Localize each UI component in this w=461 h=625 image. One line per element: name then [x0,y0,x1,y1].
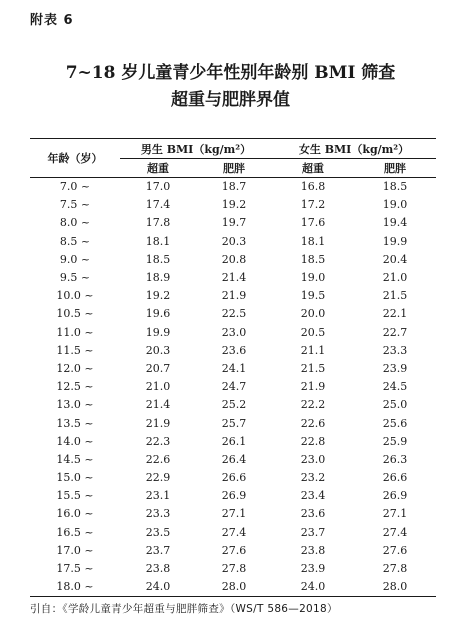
table-row [30,469,436,487]
age-cell: 7.5 ~ [59,198,91,212]
male-obesity-cell: 26.1 [221,434,247,448]
male-obesity-cell: 28.0 [196,578,272,597]
female-overweight-cell: 21.9 [300,380,326,394]
female-obesity-cell: 23.3 [382,343,408,357]
female-overweight-cell: 19.5 [300,289,326,303]
table-row [30,287,436,305]
female-overweight-cell: 23.9 [300,562,326,576]
male-obesity-cell: 23.6 [221,343,247,357]
table-row [30,233,436,251]
male-overweight-cell: 21.0 [145,380,171,394]
table-row [30,505,436,523]
table-row [30,305,436,323]
female-overweight-cell: 20.5 [300,325,326,339]
table-row [30,433,436,451]
table-row [30,214,436,232]
female-overweight-cell: 16.8 [300,180,326,194]
page-title: 7~18 岁儿童青少年性别年龄别 BMI 筛查 [65,63,396,83]
male-overweight-cell: 21.9 [145,416,171,430]
table-row [30,487,436,505]
female-obesity-cell: 27.6 [382,543,408,557]
age-cell: 9.5 ~ [59,271,91,285]
female-bmi-header: 女生 BMI（kg/m²） [272,139,436,159]
table-row [30,542,436,560]
female-obesity-cell: 26.3 [382,452,408,466]
age-cell: 13.0 ~ [56,398,94,412]
female-obesity-cell: 27.1 [382,507,408,521]
female-obesity-cell: 26.6 [382,471,408,485]
male-obesity-cell: 21.9 [221,289,247,303]
page-subtitle: 超重与肥胖界值 [171,90,290,110]
female-obesity-cell: 27.8 [382,562,408,576]
male-overweight-header: 超重 [120,159,196,178]
male-overweight-cell: 19.2 [145,289,171,303]
male-obesity-cell: 21.4 [221,271,247,285]
female-obesity-cell: 27.4 [382,525,408,539]
female-obesity-cell: 25.6 [382,416,408,430]
table-row [30,360,436,378]
male-overweight-cell: 18.5 [145,252,171,266]
age-cell: 14.0 ~ [56,434,94,448]
male-obesity-cell: 19.7 [221,216,247,230]
age-cell: 17.0 ~ [56,543,94,557]
female-overweight-cell: 23.0 [300,452,326,466]
male-obesity-cell: 24.1 [221,361,247,375]
table-row [30,560,436,578]
male-overweight-cell: 17.0 [145,180,171,194]
age-cell: 18.0 ~ [30,578,120,597]
male-obesity-cell: 22.5 [221,307,247,321]
age-cell: 11.0 ~ [56,325,94,339]
male-obesity-cell: 26.6 [221,471,247,485]
table-row [30,342,436,360]
female-overweight-cell: 21.5 [300,361,326,375]
female-obesity-cell: 18.5 [382,180,408,194]
male-overweight-cell: 23.8 [145,562,171,576]
female-obesity-cell: 21.0 [382,271,408,285]
female-overweight-header: 超重 [272,159,354,178]
male-overweight-cell: 19.6 [145,307,171,321]
female-overweight-cell: 22.6 [300,416,326,430]
female-obesity-cell: 24.5 [382,380,408,394]
age-cell: 7.0 ~ [59,180,91,194]
age-cell: 15.0 ~ [56,471,94,485]
age-cell: 12.5 ~ [56,380,94,394]
male-obesity-cell: 27.6 [221,543,247,557]
age-cell: 13.5 ~ [56,416,94,430]
male-overweight-cell: 23.1 [145,489,171,503]
table-row [30,251,436,269]
male-overweight-cell: 21.4 [145,398,171,412]
male-obesity-cell: 23.0 [221,325,247,339]
male-overweight-cell: 23.5 [145,525,171,539]
male-overweight-cell: 19.9 [145,325,171,339]
female-obesity-cell: 26.9 [382,489,408,503]
male-overweight-cell: 20.7 [145,361,171,375]
male-overweight-cell: 23.3 [145,507,171,521]
table-row [30,324,436,342]
male-obesity-cell: 24.7 [221,380,247,394]
female-obesity-cell: 22.1 [382,307,408,321]
female-overweight-cell: 20.0 [300,307,326,321]
female-obesity-cell: 19.4 [382,216,408,230]
female-overweight-cell: 18.1 [300,234,326,248]
female-obesity-cell: 22.7 [382,325,408,339]
age-cell: 16.5 ~ [56,525,94,539]
male-obesity-cell: 27.1 [221,507,247,521]
table-row [30,178,436,197]
age-cell: 17.5 ~ [56,562,94,576]
female-overweight-cell: 22.8 [300,434,326,448]
female-overweight-cell: 22.2 [300,398,326,412]
age-cell: 12.0 ~ [56,361,94,375]
age-cell: 16.0 ~ [56,507,94,521]
female-overweight-cell: 23.2 [300,471,326,485]
female-overweight-cell: 18.5 [300,252,326,266]
male-obesity-cell: 26.4 [221,452,247,466]
male-obesity-cell: 20.8 [221,252,247,266]
age-cell: 9.0 ~ [59,252,91,266]
male-obesity-cell: 26.9 [221,489,247,503]
age-cell: 10.5 ~ [56,307,94,321]
male-bmi-header: 男生 BMI（kg/m²） [120,139,272,159]
male-overweight-cell: 17.8 [145,216,171,230]
age-column-header: 年龄（岁） [30,139,120,178]
male-overweight-cell: 17.4 [145,198,171,212]
table-row [30,414,436,432]
male-overweight-cell: 22.9 [145,471,171,485]
male-overweight-cell: 18.9 [145,271,171,285]
female-obesity-cell: 20.4 [382,252,408,266]
table-body [30,178,436,597]
male-obesity-cell: 18.7 [221,180,247,194]
male-overweight-cell: 24.0 [120,578,196,597]
age-cell: 8.5 ~ [59,234,91,248]
female-obesity-cell: 19.9 [382,234,408,248]
female-obesity-cell: 25.0 [382,398,408,412]
table-row [30,524,436,542]
male-obesity-cell: 27.8 [221,562,247,576]
female-obesity-cell: 19.0 [382,198,408,212]
male-obesity-cell: 25.2 [221,398,247,412]
table-row [30,396,436,414]
age-cell: 11.5 ~ [56,343,94,357]
table-row [30,451,436,469]
female-overweight-cell: 17.2 [300,198,326,212]
age-cell: 8.0 ~ [59,216,91,230]
female-obesity-cell: 25.9 [382,434,408,448]
source-citation: 引自：《学龄儿童青少年超重与肥胖筛查》（WS/T 586—2018） [30,603,338,615]
age-cell: 14.5 ~ [56,452,94,466]
male-obesity-header: 肥胖 [196,159,272,178]
female-overweight-cell: 24.0 [272,578,354,597]
male-obesity-cell: 25.7 [221,416,247,430]
male-overweight-cell: 22.3 [145,434,171,448]
table-row [30,269,436,287]
female-overweight-cell: 17.6 [300,216,326,230]
male-overweight-cell: 20.3 [145,343,171,357]
male-obesity-cell: 20.3 [221,234,247,248]
table-row [30,196,436,214]
bmi-cutoff-table [30,138,436,597]
female-overweight-cell: 23.8 [300,543,326,557]
female-obesity-cell: 28.0 [354,578,436,597]
female-overweight-cell: 23.7 [300,525,326,539]
age-cell: 15.5 ~ [56,489,94,503]
table-row [30,378,436,396]
table-row [30,578,436,597]
male-overweight-cell: 23.7 [145,543,171,557]
female-overweight-cell: 21.1 [300,343,326,357]
male-obesity-cell: 27.4 [221,525,247,539]
female-obesity-cell: 23.9 [382,361,408,375]
age-cell: 10.0 ~ [56,289,94,303]
female-overweight-cell: 23.6 [300,507,326,521]
female-obesity-header: 肥胖 [354,159,436,178]
female-overweight-cell: 19.0 [300,271,326,285]
female-obesity-cell: 21.5 [382,289,408,303]
male-overweight-cell: 22.6 [145,452,171,466]
appendix-label: 附表 6 [30,13,74,28]
female-overweight-cell: 23.4 [300,489,326,503]
male-obesity-cell: 19.2 [221,198,247,212]
male-overweight-cell: 18.1 [145,234,171,248]
